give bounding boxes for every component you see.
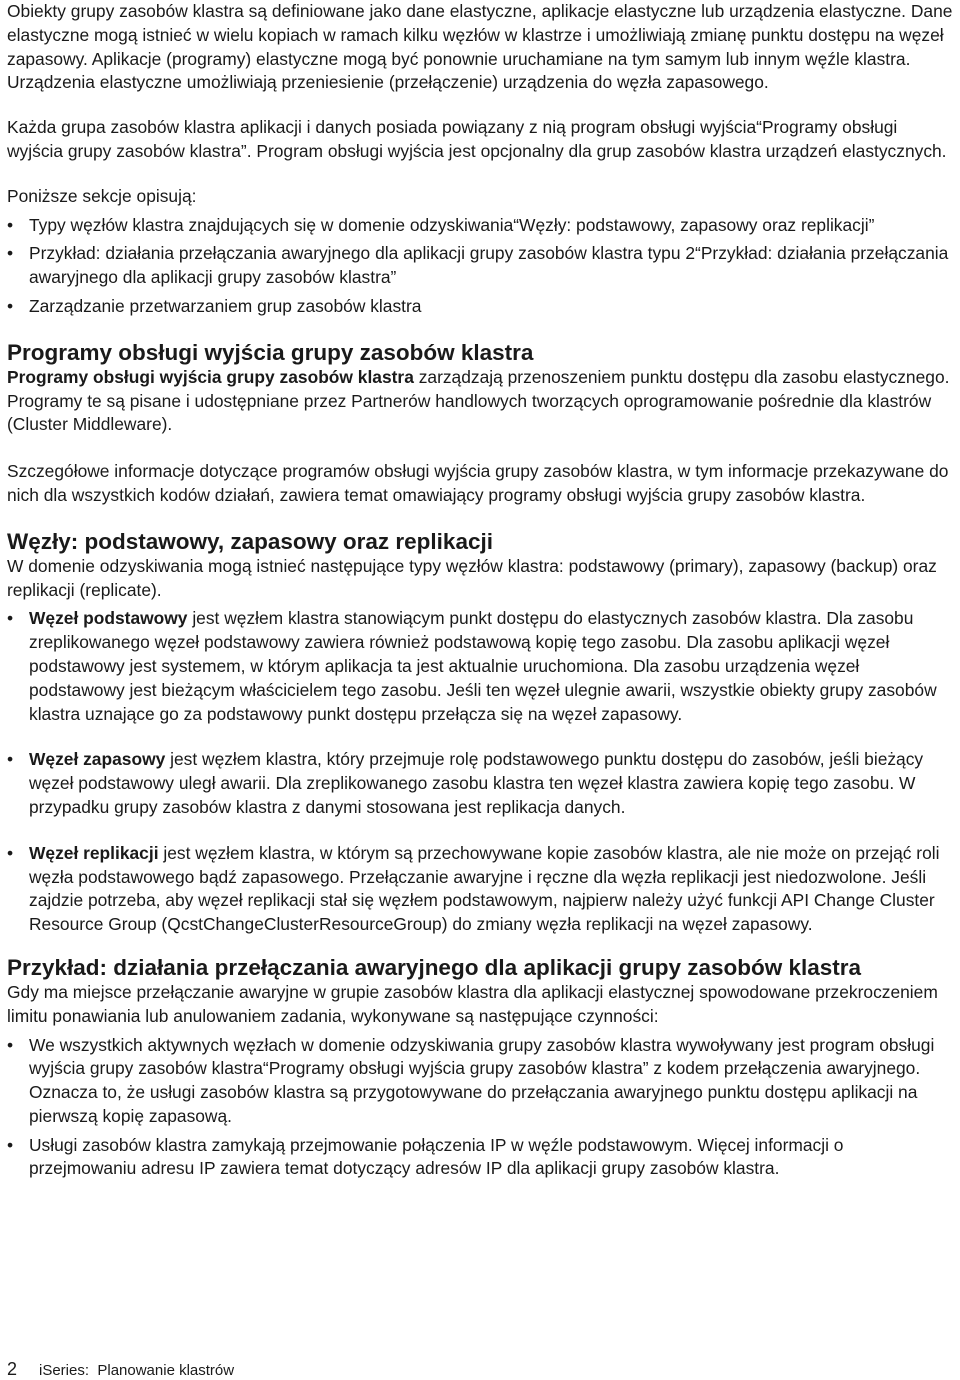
bullet-icon: • (7, 1134, 14, 1155)
bullet-icon: • (7, 243, 14, 264)
bullet-icon: • (7, 295, 14, 316)
node-description: jest węzłem klastra, który przejmuje rolę podstawowego punktu dostępu do zasobów, jeśli bieżący węzeł podstawowy uległ awarii. Dla zreplikowanego zasobu klastra ten węzeł klastra zawiera kopię tego zasobu. W przypadku grupy zasobów klastra z danymi stosowana jest replikacja danych. (29, 749, 924, 817)
list-item (7, 607, 955, 726)
bullet-icon: • (7, 608, 14, 629)
list-item (7, 242, 955, 290)
node-description: jest węzłem klastra, w którym są przechowywane kopie zasobów klastra, ale nie może on przejąć roli węzła podstawowego bądź zapasowego. Przełączanie awaryjne i ręczne dla węzła replikacji jest niedozwolone. Jeśli zajdzie potrzeba, aby węzeł replikacji stał się węzłem podstawowym, najpierw należy użyć funkcji API Change Cluster Resource Group (QcstChangeClusterResourceGroup) do zmiany węzła replikacji na węzeł zapasowy. (29, 842, 940, 935)
list-item (7, 1134, 955, 1182)
section-heading-example: Przykład: działania przełączania awaryjnego dla aplikacji grupy zasobów klastra (7, 954, 862, 980)
intro-paragraph-3: Poniższe sekcje opisują: (7, 185, 197, 206)
bullet-icon: • (7, 842, 14, 863)
bullet-icon: • (7, 214, 14, 235)
document-page (7, 0, 955, 1181)
intro-paragraph-1: Obiekty grupy zasobów klastra są definiowane jako dane elastyczne, aplikacje elastyczne lub urządzenia elastyczne. Dane elastyczne mogą istnieć w wielu kopiach w ramach kilku węzłów w klastrze i umożliwiają zmianę punktu dostępu na węzeł zapasowy. Aplikacje (programy) elastyczne mogą być ponownie uruchamiane na tym samym lub innym węźle klastra. Urządzenia elastyczne umożliwiają przeniesienie (przełączenie) urządzenia do węzła zapasowego. (7, 1, 953, 93)
list-item (7, 748, 955, 819)
example-bullet-list (7, 1034, 955, 1182)
exit-paragraph-2: Szczegółowe informacje dotyczące programów obsługi wyjścia grupy zasobów klastra, w tym informacje przekazywane do nich dla wszystkich kodów działań, zawiera temat omawiający programy obsługi wyjścia grupy zasobów klastra. (7, 461, 949, 505)
bullet-icon: • (7, 749, 14, 770)
list-item-text: Zarządzanie przetwarzaniem grup zasobów klastra (29, 295, 422, 316)
nodes-bullet-list (7, 607, 955, 937)
list-item-text: Usługi zasobów klastra zamykają przejmowanie połączenia IP w węźle podstawowym. Więcej informacji o przejmowaniu adresu IP zawiera temat dotyczący adresów IP dla aplikacji grupy zasobów klastra. (29, 1134, 844, 1179)
intro-paragraph-2: Każda grupa zasobów klastra aplikacji i danych posiada powiązany z nią program obsługi wyjścia“Programy obsługi wyjścia grupy zasobów klastra”. Program obsługi wyjścia jest opcjonalny dla grup zasobów klastra urządzeń elastycznych. (7, 117, 947, 161)
node-description: jest węzłem klastra stanowiącym punkt dostępu do elastycznych zasobów klastra. Dla zasobu zreplikowanego węzeł podstawowy zawiera również podstawową kopię tego zasobu. Dla zasobu aplikacji węzeł podstawowy jest systemem, w którym aplikacja ta jest aktualnie uruchomiona. Dla zasobu urządzenia węzeł podstawowy jest bieżącym właścicielem tego zasobu. Jeśli ten węzeł ulegnie awarii, wszystkie obiekty grupy zasobów klastra uznające go za podstawowy punkt dostępu przełącza się na węzeł zapasowy. (29, 608, 937, 724)
list-item-text: Typy węzłów klastra znajdujących się w domenie odzyskiwania“Węzły: podstawowy, zapasowy oraz replikacji” (29, 214, 875, 235)
list-item-text: Przykład: działania przełączania awaryjnego dla aplikacji grupy zasobów klastra typu 2“Przykład: działania przełączania awaryjnego dla aplikacji grupy zasobów klastra” (29, 243, 949, 288)
exit-paragraph-1-text: zarządzają przenoszeniem punktu dostępu dla zasobu elastycznego. Programy te są pisane i udostępniane przez Partnerów handlowych tworzących oprogramowanie pośrednie dla klastrów (Cluster Middleware). (7, 366, 950, 435)
intro-bullet-list (7, 214, 955, 319)
page-footer (7, 1360, 234, 1380)
list-item (7, 842, 955, 937)
bullet-icon: • (7, 1034, 14, 1055)
exit-term: Programy obsługi wyjścia grupy zasobów klastra (7, 366, 414, 387)
list-item (7, 214, 955, 238)
list-item (7, 295, 955, 319)
section-heading-nodes: Węzły: podstawowy, zapasowy oraz replikacji (7, 528, 493, 554)
node-term: Węzeł replikacji (29, 842, 159, 863)
page-number: 2 (7, 1359, 18, 1379)
example-paragraph-1: Gdy ma miejsce przełączanie awaryjne w grupie zasobów klastra dla aplikacji elastycznej spowodowane przekroczeniem limitu ponawiania lub anulowaniem zadania, wykonywane są następujące czynności: (7, 981, 938, 1026)
nodes-paragraph-1: W domenie odzyskiwania mogą istnieć następujące typy węzłów klastra: podstawowy (primary), zapasowy (backup) oraz replikacji (replicate). (7, 555, 937, 600)
footer-title: iSeries: Planowanie klastrów (39, 1362, 235, 1379)
node-term: Węzeł podstawowy (29, 608, 188, 629)
list-item (7, 1034, 955, 1129)
list-item-text: We wszystkich aktywnych węzłach w domenie odzyskiwania grupy zasobów klastra wywoływany jest program obsługi wyjścia grupy zasobów klastra“Programy obsługi wyjścia grupy zasobów klastra” z kodem przełączenia awaryjnego. Oznacza to, że usługi zasobów klastra są przygotowywane do przełączania awaryjnego punktu dostępu aplikacji na pierwszą kopię zapasową. (29, 1034, 935, 1126)
section-heading-exit-programs: Programy obsługi wyjścia grupy zasobów klastra (7, 339, 534, 365)
exit-paragraph-1 (7, 366, 955, 437)
node-term: Węzeł zapasowy (29, 749, 166, 770)
